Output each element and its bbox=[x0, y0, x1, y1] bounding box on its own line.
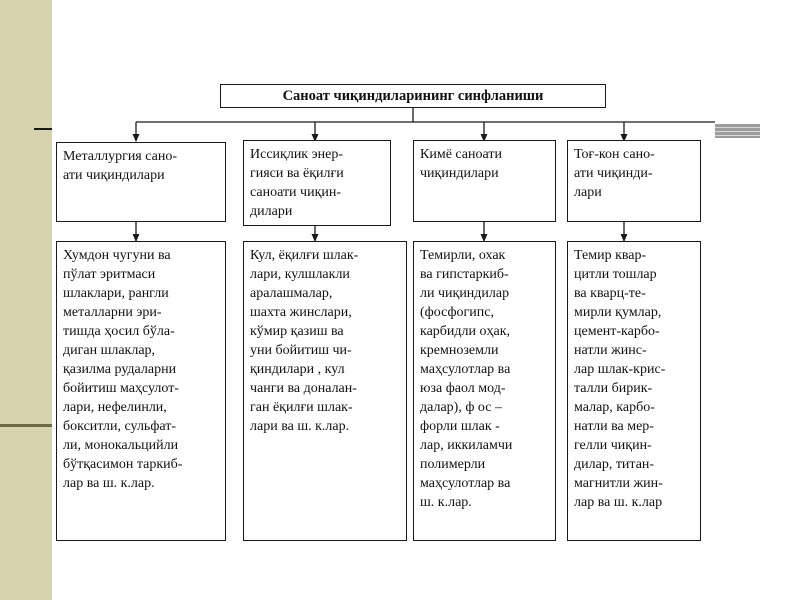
diagram-title: Саноат чиқиндиларининг синфланиши bbox=[220, 84, 606, 108]
details-box-mining: Темир квар- цитли тошлар ва кварц-те- мирли қумлар, цемент-карбо- натли жинс- лар шлак-крис- талли бирик- малар, карбо- натли ва мер- гелли чиқин- дилар, титан- магнитли жин- лар ва ш. к.лар bbox=[567, 241, 701, 541]
details-box-energy: Кул, ёқилғи шлак- лари, кулшлакли аралашмалар, шахта жинслари, кўмир қазиш ва уни бойитиш чи- қиндилари , кул чанги ва доналан- ган ёқилғи шлак- лари ва ш. к.лар. bbox=[243, 241, 407, 541]
category-box-mining: Тоғ-кон сано- ати чиқинди- лари bbox=[567, 140, 701, 222]
category-box-energy: Иссиқлик энер- гияси ва ёқилғи саноати чиқин- дилари bbox=[243, 140, 391, 226]
details-box-chemical: Темирли, охак ва гипстаркиб- ли чиқиндилар (фосфогипс, карбидли оҳак, кремноземли маҳсулотлар ва юза фаол мод- далар), ф ос – форли шлак - лар, иккиламчи полимерли маҳсулотлар ва ш. к.лар. bbox=[413, 241, 556, 541]
details-box-metallurgy: Хумдон чугуни ва пўлат эритмаси шлаклари, рангли металларни эри- тишда ҳосил бўла- диган шлаклар, қазилма рудаларни бойитиш маҳсулот- лари, нефелинли, бокситли, сульфат- ли, монокальцийли бўтқасимон таркиб- лар ва ш. к.лар. bbox=[56, 241, 226, 541]
category-box-chemical: Кимё саноати чиқиндилари bbox=[413, 140, 556, 222]
category-box-metallurgy: Металлургия сано- ати чиқиндилари bbox=[56, 142, 226, 222]
